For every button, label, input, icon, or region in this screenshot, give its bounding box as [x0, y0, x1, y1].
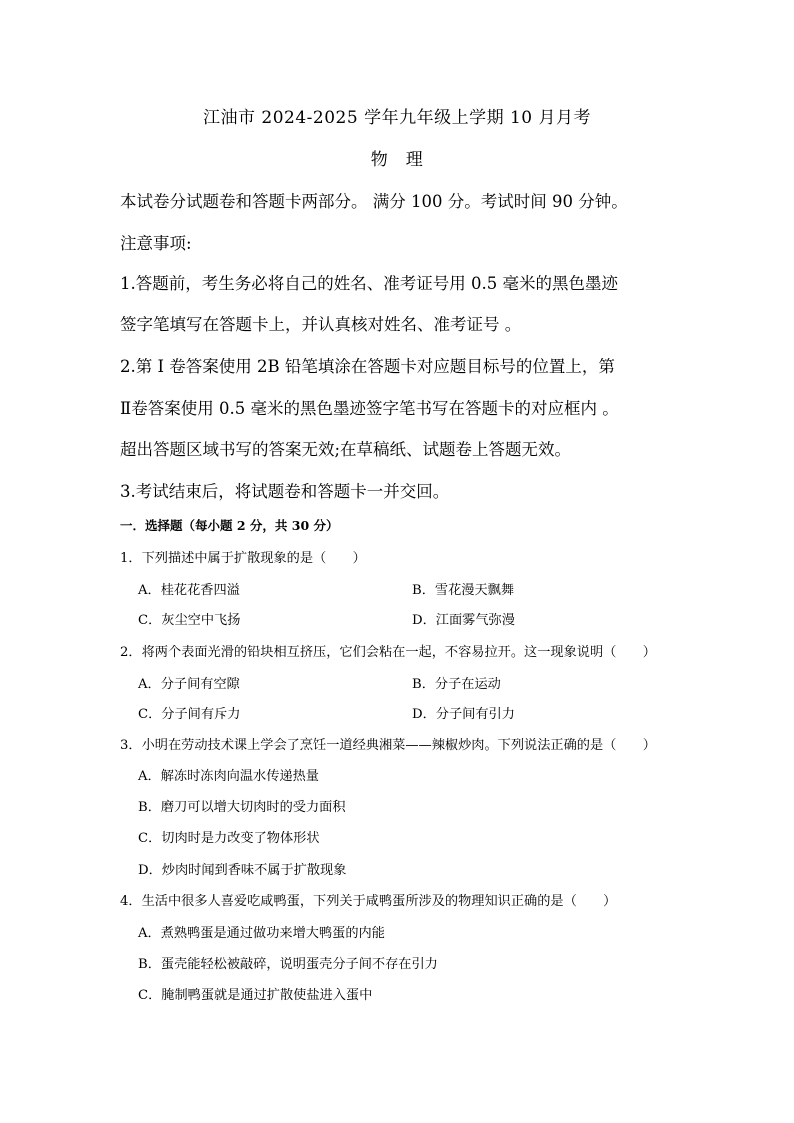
- note-line: 2.第 I 卷答案使用 2B 铅笔填涂在答题卡对应题目标号的位置上，第: [120, 357, 615, 376]
- section-heading: 一．选择题（每小题 2 分，共 30 分）: [120, 518, 339, 533]
- exam-title: 江油市 2024-2025 学年九年级上学期 10 月月考: [202, 108, 592, 128]
- question-stem: 2．将两个表面光滑的铅块相互挤压，它们会粘在一起，不容易拉开。这一现象说明（ ）: [120, 645, 656, 660]
- note-line: 3.考试结束后，将试题卷和答题卡一并交回。: [120, 482, 450, 501]
- question-stem: 1．下列描述中属于扩散现象的是（ ）: [120, 551, 366, 566]
- option-c: C．分子间有斥力: [138, 707, 241, 722]
- option-b: B．蛋壳能轻松被敲碎，说明蛋壳分子间不存在引力: [138, 957, 438, 972]
- note-line: Ⅱ卷答案使用 0.5 毫米的黑色墨迹签字笔书写在答题卡的对应框内 。: [120, 399, 619, 418]
- notes-title: 注意事项:: [120, 234, 192, 253]
- question-stem: 3．小明在劳动技术课上学会了烹饪一道经典湘菜——辣椒炒肉。下列说法正确的是（ ）: [120, 738, 656, 753]
- option-b: B．雪花漫天飘舞: [412, 583, 515, 598]
- option-d: D．分子间有引力: [412, 707, 515, 722]
- option-d: D．江面雾气弥漫: [412, 613, 515, 628]
- option-c: C．腌制鸭蛋就是通过扩散使盐进入蛋中: [138, 988, 373, 1003]
- option-c: C．灰尘空中飞扬: [138, 613, 241, 628]
- note-line: 签字笔填写在答题卡上，并认真核对姓名、准考证号 。: [120, 315, 522, 334]
- option-b: B．分子在运动: [412, 677, 501, 692]
- subject-title: 物 理: [370, 150, 424, 170]
- note-line: 超出答题区域书写的答案无效;在草稿纸、试题卷上答题无效。: [120, 440, 572, 459]
- option-b: B．磨刀可以增大切肉时的受力面积: [138, 800, 346, 815]
- option-a: A．煮熟鸭蛋是通过做功来增大鸭蛋的内能: [138, 926, 385, 941]
- option-c: C．切肉时是力改变了物体形状: [138, 831, 320, 846]
- question-stem: 4．生活中很多人喜爱吃咸鸭蛋，下列关于咸鸭蛋所涉及的物理知识正确的是（ ）: [120, 894, 617, 909]
- note-line: 1.答题前，考生务必将自己的姓名、准考证号用 0.5 毫米的黑色墨迹: [120, 274, 618, 293]
- option-a: A．解冻时冻肉向温水传递热量: [138, 769, 319, 784]
- option-a: A．桂花花香四溢: [138, 583, 240, 598]
- exam-intro: 本试卷分试题卷和答题卡两部分。 满分 100 分。考试时间 90 分钟。: [120, 192, 628, 211]
- option-a: A．分子间有空隙: [138, 677, 240, 692]
- option-d: D．炒肉时闻到香味不属于扩散现象: [138, 863, 347, 878]
